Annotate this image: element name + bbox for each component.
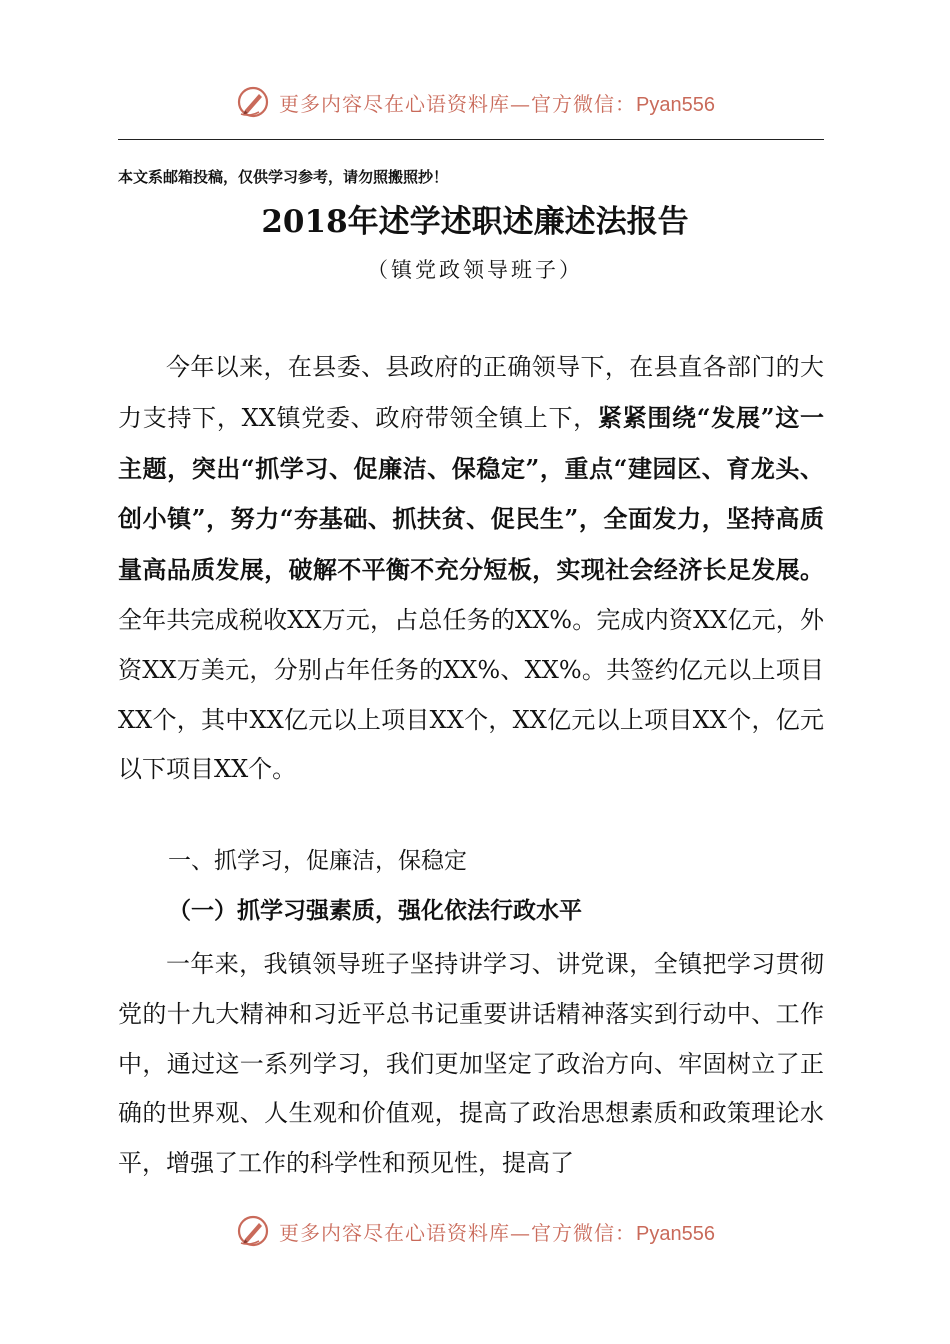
intro-lead: 今年以来，在县委、县政府的正确领导下，在县直各部门的大力支持下，XX镇党委、政府带领全镇上下，: [118, 353, 824, 432]
subsection-heading-1: （一）抓学习强素质，强化依法行政水平: [168, 897, 582, 924]
intro-tail: 全年共完成税收XX万元，占总任务的XX%。完成内资XX亿元，外资XX万美元，分别占年任务的XX%、XX%。共签约亿元以上项目XX个，其中XX亿元以上项目XX个，XX亿元以上项目XX个，亿元以下项目XX个。: [118, 605, 824, 784]
watermark-handle: Pyan556: [636, 1222, 715, 1245]
watermark-handle: Pyan556: [636, 93, 715, 116]
pen-logo-icon: [235, 84, 271, 120]
document-title: 2018年述学述职述廉述法报告: [261, 204, 689, 240]
pen-logo-icon: [235, 1213, 271, 1249]
subsection-paragraph: 一年来，我镇领导班子坚持讲学习、讲党课，全镇把学习贯彻党的十九大精神和习近平总书记重要讲话精神落实到行动中、工作中，通过这一系列学习，我们更加坚定了政治方向、牢固树立了正确的世界观、人生观和价值观，提高了政治思想素质和政策理论水平，增强了工作的科学性和预见性，提高了: [118, 950, 824, 1178]
intro-paragraph: [118, 343, 824, 795]
watermark-text: 更多内容尽在心语资料库—官方微信：: [279, 91, 637, 116]
document-subtitle: （镇党政领导班子）: [367, 258, 583, 282]
footer-watermark: [0, 1211, 950, 1251]
watermark-text: 更多内容尽在心语资料库—官方微信：: [279, 1220, 637, 1245]
section-heading-1: 一、抓学习，促廉洁，保稳定: [168, 848, 467, 874]
copyright-notice: 本文系邮箱投稿，仅供学习参考，请勿照搬照抄！: [118, 168, 449, 186]
header-watermark: [0, 82, 950, 122]
intro-emphasis: 紧紧围绕“发展”这一主题，突出“抓学习、促廉洁、保稳定”，重点“建园区、育龙头、创小镇”，努力“夯基础、抓扶贫、促民生”，全面发力，坚持高质量高品质发展，破解不平衡不充分短板，实现社会经济长足发展。: [118, 402, 824, 585]
header-divider: [118, 139, 824, 140]
